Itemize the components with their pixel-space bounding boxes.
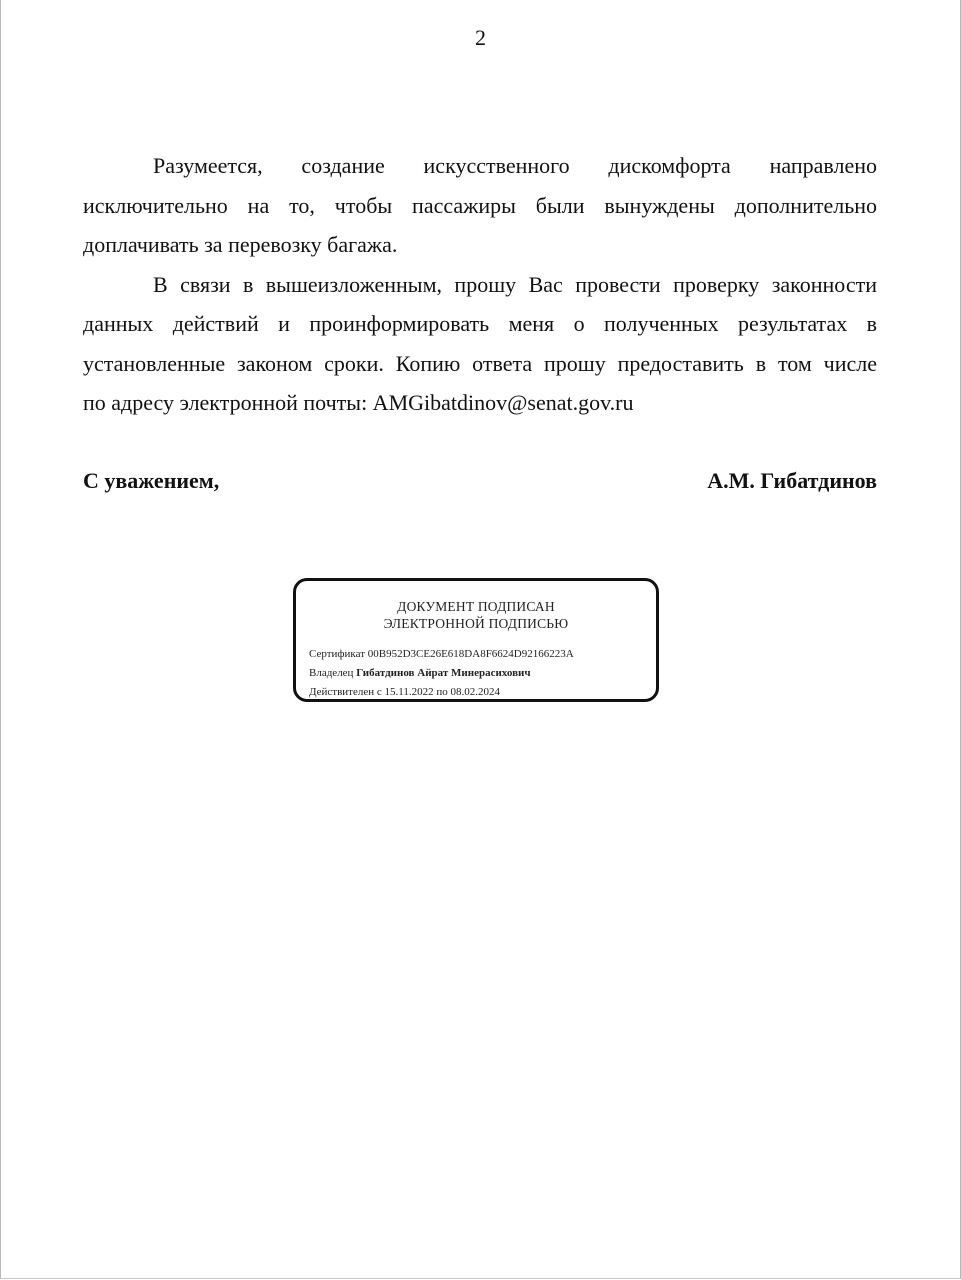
paragraph-line: В связи в вышеизложенным, прошу Вас провести проверку законности [153,271,877,297]
stamp-valid-to-label: по [436,686,448,698]
paragraph-line: по адресу электронной почты: AMGibatdinov@senat.gov.ru [83,390,634,415]
stamp-certificate-row [309,645,574,664]
stamp-validity-row [309,683,574,702]
paragraph-line: данных действий и проинформировать меня о полученных результатах в [83,311,877,336]
letter-body [83,146,877,423]
stamp-details [309,645,574,702]
paragraph-request [83,265,877,423]
stamp-title [296,598,656,632]
paragraph-line: установленные законом сроки. Копию ответа прошу предоставить в том числе [83,350,877,376]
stamp-title-line: ЭЛЕКТРОННОЙ ПОДПИСЬЮ [383,616,569,631]
signatory-name: А.М. Гибатдинов [707,468,877,493]
electronic-signature-stamp [293,578,659,702]
stamp-owner-label: Владелец [309,667,354,679]
stamp-valid-label: Действителен с [309,686,382,698]
paragraph-line: исключительно на то, чтобы пассажиры были вынуждены дополнительно [83,192,877,218]
paragraph-baggage [83,146,877,265]
page-number: 2 [475,25,486,50]
stamp-certificate-label: Сертификат [309,648,365,660]
stamp-title-line: ДОКУМЕНТ ПОДПИСАН [397,599,555,614]
closing-block [83,466,877,496]
stamp-owner-value: Гибатдинов Айрат Минерасихович [356,667,531,679]
paragraph-line: доплачивать за перевозку багажа. [83,232,398,257]
stamp-certificate-value: 00B952D3CE26E618DA8F6624D92166223A [367,648,574,660]
stamp-valid-from: 15.11.2022 [384,686,434,698]
paragraph-line: Разумеется, создание искусственного дискомфорта направлено [153,153,877,178]
stamp-valid-to: 08.02.2024 [450,686,500,698]
closing-salutation: С уважением, [83,468,220,493]
stamp-owner-row [309,664,574,683]
